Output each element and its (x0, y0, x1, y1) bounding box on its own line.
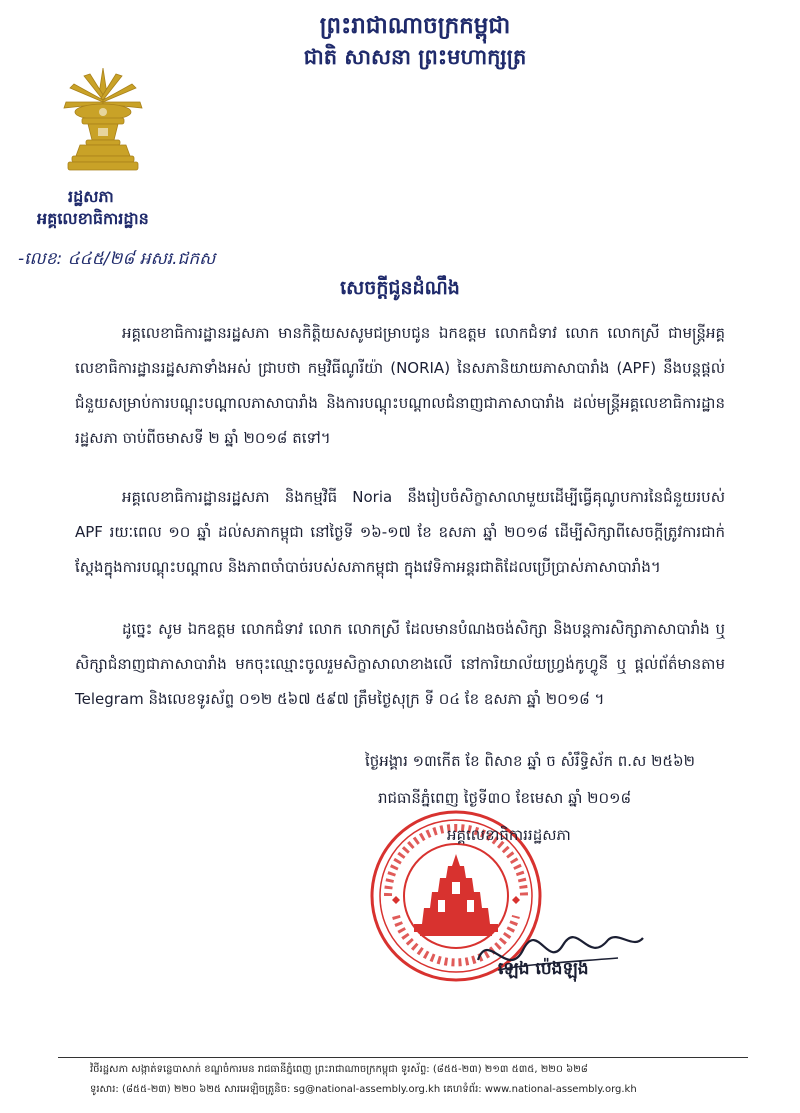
department-name: អគ្គលេខាធិការដ្ឋាន (37, 209, 149, 228)
footer-address: វិថីរដ្ឋសភា សង្កាត់ទន្លេបាសាក់ ខណ្ឌចំការមន រាជធានីភ្នំពេញ ព្រះរាជាណាចក្រកម្ពុជា ទូរស័ព្ទ: (៨៥៥-២៣) ២១៣ ៥៣៥, ២២០ ៦២៨ (90, 1064, 588, 1075)
body-paragraph-1: អគ្គលេខាធិការដ្ឋានរដ្ឋសភា មានកិត្តិយសសូមជម្រាបជូន ឯកឧត្តម លោកជំទាវ លោក លោកស្រី ជាមន្ត្រីអគ្គលេខាធិការដ្ឋានរដ្ឋសភាទាំងអស់ ជ្រាបថា កម្មវិធីណូរីយ៉ា (NORIA) នៃសភានិយាយភាសាបារាំង (APF) នឹងបន្តផ្តល់ជំនួយសម្រាប់ការបណ្តុះបណ្តាលភាសាបារាំង និងការបណ្តុះបណ្តាលជំនាញជាភាសាបារាំង ដល់មន្ត្រីអគ្គលេខាធិការដ្ឋានរដ្ឋសភា ចាប់ពីចមាសទី ២ ឆ្នាំ ២០១៨ តទៅ។ (75, 324, 725, 447)
footer-contact: ទូរសារ: (៨៥៥-២៣) ២២០ ៦២៥ សារអេឡិចត្រូនិច: sg@national-assembly.org.kh គេហទំព័រ: www.national-assembly.org.kh (90, 1084, 637, 1095)
reference-number: -លេខ: ៤៤៥/២៨ អសរ.ជកស (18, 249, 216, 269)
signatory-name: ឡេង ប៉េងឡុង (498, 959, 589, 979)
document-title: សេចក្តីជូនដំណឹង (340, 277, 460, 299)
signatory-title: អគ្គលេខាធិការរដ្ឋសភា (447, 826, 571, 844)
footer-divider (58, 1057, 748, 1058)
body-paragraph-3: ដូច្នេះ សូម ឯកឧត្តម លោកជំទាវ លោក លោកស្រី ដែលមានបំណងចង់សិក្សា និងបន្តការសិក្សាភាសាបារាំង ឬ សិក្សាជំនាញជាភាសាបារាំង មកចុះឈ្មោះចូលរួមសិក្ខាសាលាខាងលើ នៅការិយាល័យហ្វ្រង់កូហ្វូនី ឬ ផ្តល់ព័ត៌មានតាម Telegram និងលេខទូរស័ព្ទ ០១២ ៥៦៧ ៥៩៧ ត្រឹមថ្ងៃសុក្រ ទី ០៤ ខែ ឧសភា ឆ្នាំ ២០១៨ ។ (75, 620, 725, 708)
lunar-date: ថ្ងៃអង្គារ ១៣កើត ខែ ពិសាខ ឆ្នាំ ច សំរឹទ្ធិស័ក ព.ស ២៥៦២ (365, 752, 696, 770)
body-paragraph-2: អគ្គលេខាធិការដ្ឋានរដ្ឋសភា និងកម្មវិធី Noria នឹងរៀបចំសិក្ខាសាលាមួយដើម្បីធ្វើគុណូបការនៃជំនួយរបស់ APF រយៈពេល ១០ ឆ្នាំ ដល់សភាកម្ពុជា នៅថ្ងៃទី ១៦-១៧ ខែ ឧសភា ឆ្នាំ ២០១៨ ដើម្បីសិក្សាពីសេចក្តីត្រូវការជាក់ស្តែងក្នុងការបណ្តុះបណ្តាល និងភាពចាំបាច់របស់សភាកម្ពុជា ក្នុងវេទិកាអន្តរជាតិដែលប្រើប្រាស់ភាសាបារាំង។ (75, 488, 725, 576)
motto-heading: ជាតិ សាសនា ព្រះមហាក្សត្រ (303, 45, 527, 69)
kingdom-heading: ព្រះរាជាណាចក្រកម្ពុជា (319, 13, 511, 39)
national-assembly-emblem-logo (60, 64, 146, 176)
institution-name: រដ្ឋសភា (68, 187, 114, 206)
solar-date: រាជធានីភ្នំពេញ ថ្ងៃទី៣០ ខែមេសា ឆ្នាំ ២០១៨ (378, 789, 632, 807)
